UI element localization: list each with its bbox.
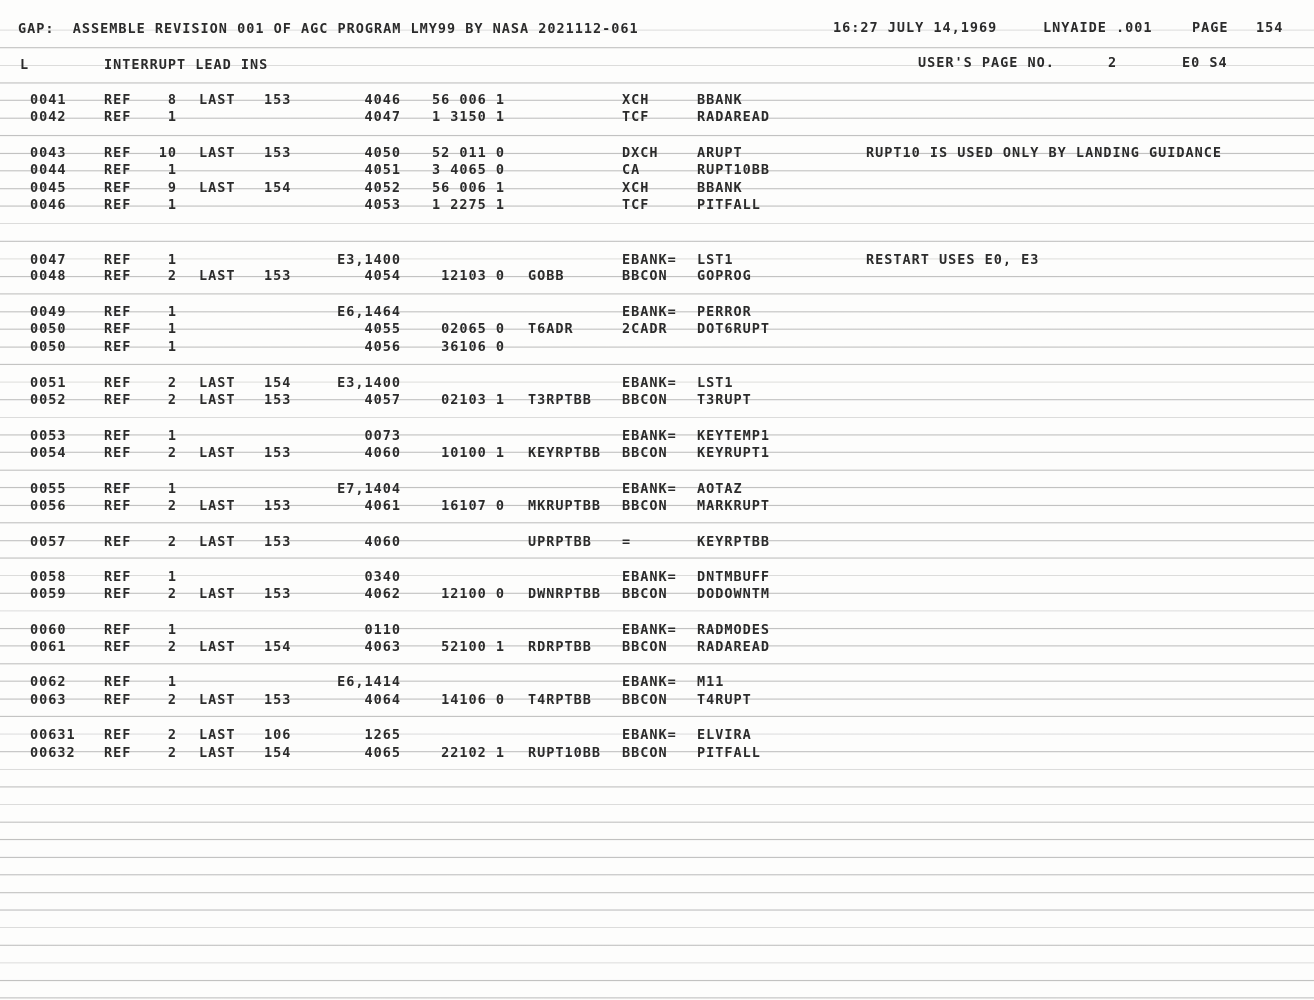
last-keyword: LAST: [199, 180, 236, 196]
ebank-value: 1265: [364, 727, 401, 743]
line-number: 0056: [30, 498, 67, 514]
last-page: 153: [264, 268, 292, 284]
line-number: 0050: [30, 321, 67, 337]
ebank-sbank-code: E0 S4: [1182, 55, 1228, 71]
octal-word: 12103 0: [441, 268, 505, 284]
octal-word: 22102 1: [441, 745, 505, 761]
ref-count: 2: [167, 586, 177, 602]
operand: LST1: [697, 252, 734, 268]
line-number: 0060: [30, 622, 67, 638]
line-number: 0047: [30, 252, 67, 268]
line-number: 0041: [30, 92, 67, 108]
opcode: EBANK=: [622, 727, 677, 743]
last-page: 153: [264, 498, 292, 514]
listing-type-code: L: [20, 57, 30, 73]
operand: BBANK: [697, 180, 743, 196]
address: 4056: [364, 339, 401, 355]
ref-keyword: REF: [104, 569, 132, 585]
symbol-label: GOBB: [528, 268, 565, 284]
ref-count: 2: [167, 727, 177, 743]
ref-count: 1: [167, 428, 177, 444]
octal-word: 1 3150 1: [431, 109, 505, 125]
header-date: 16:27 JULY 14,1969: [833, 20, 998, 36]
ref-count: 2: [167, 375, 177, 391]
operand: PERROR: [697, 304, 752, 320]
ref-keyword: REF: [104, 392, 132, 408]
line-number: 00631: [30, 727, 76, 743]
line-number: 0052: [30, 392, 67, 408]
line-number: 0062: [30, 674, 67, 690]
last-page: 154: [264, 375, 292, 391]
operand: GOPROG: [697, 268, 752, 284]
opcode: XCH: [622, 92, 650, 108]
ref-keyword: REF: [104, 727, 132, 743]
octal-word: 36106 0: [441, 339, 505, 355]
last-page: 153: [264, 534, 292, 550]
last-keyword: LAST: [199, 498, 236, 514]
line-number: 0058: [30, 569, 67, 585]
ref-keyword: REF: [104, 481, 132, 497]
operand: RUPT10BB: [697, 162, 771, 178]
octal-word: 52100 1: [441, 639, 505, 655]
ref-keyword: REF: [104, 445, 132, 461]
ref-keyword: REF: [104, 692, 132, 708]
last-keyword: LAST: [199, 392, 236, 408]
opcode: EBANK=: [622, 375, 677, 391]
ref-count: 1: [167, 304, 177, 320]
address: 4055: [364, 321, 401, 337]
line-number: 0059: [30, 586, 67, 602]
operand: PITFALL: [697, 197, 761, 213]
line-number: 0061: [30, 639, 67, 655]
last-keyword: LAST: [199, 639, 236, 655]
octal-word: 3 4065 0: [431, 162, 505, 178]
opcode: CA: [622, 162, 641, 178]
ref-keyword: REF: [104, 674, 132, 690]
ebank-value: E3,1400: [337, 252, 401, 268]
operand: KEYRUPT1: [697, 445, 771, 461]
ref-count: 1: [167, 569, 177, 585]
address: 4054: [364, 268, 401, 284]
opcode: EBANK=: [622, 252, 677, 268]
operand: KEYRPTBB: [697, 534, 771, 550]
address: 4047: [364, 109, 401, 125]
operand: LST1: [697, 375, 734, 391]
ref-count: 1: [167, 622, 177, 638]
ref-count: 8: [167, 92, 177, 108]
operand: BBANK: [697, 92, 743, 108]
ref-keyword: REF: [104, 252, 132, 268]
ref-count: 1: [167, 197, 177, 213]
ebank-value: 0110: [364, 622, 401, 638]
octal-word: 52 011 0: [431, 145, 505, 161]
symbol-label: T4RPTBB: [528, 692, 592, 708]
ref-count: 2: [167, 392, 177, 408]
opcode: EBANK=: [622, 304, 677, 320]
ref-keyword: REF: [104, 268, 132, 284]
opcode: TCF: [622, 197, 650, 213]
header-title: GAP: ASSEMBLE REVISION 001 OF AGC PROGRAM LMY99 BY NASA 2021112-061: [18, 21, 639, 37]
ref-count: 1: [167, 339, 177, 355]
octal-word: 14106 0: [441, 692, 505, 708]
operand: ELVIRA: [697, 727, 752, 743]
header-id: LNYAIDE .001: [1043, 20, 1153, 36]
last-page: 153: [264, 92, 292, 108]
last-page: 153: [264, 392, 292, 408]
octal-word: 10100 1: [441, 445, 505, 461]
ref-count: 1: [167, 252, 177, 268]
ref-keyword: REF: [104, 92, 132, 108]
octal-word: 12100 0: [441, 586, 505, 602]
line-number: 0045: [30, 180, 67, 196]
ref-count: 2: [167, 534, 177, 550]
opcode: DXCH: [622, 145, 659, 161]
opcode: BBCON: [622, 692, 668, 708]
operand: PITFALL: [697, 745, 761, 761]
ref-count: 1: [167, 674, 177, 690]
ref-keyword: REF: [104, 321, 132, 337]
address: 4062: [364, 586, 401, 602]
ref-count: 1: [167, 481, 177, 497]
operand: DOT6RUPT: [697, 321, 771, 337]
line-number: 0048: [30, 268, 67, 284]
address: 4060: [364, 445, 401, 461]
address: 4053: [364, 197, 401, 213]
opcode: BBCON: [622, 392, 668, 408]
line-number: 0046: [30, 197, 67, 213]
last-keyword: LAST: [199, 375, 236, 391]
opcode: 2CADR: [622, 321, 668, 337]
line-number: 0053: [30, 428, 67, 444]
ref-count: 2: [167, 445, 177, 461]
ref-keyword: REF: [104, 586, 132, 602]
line-number: 0050: [30, 339, 67, 355]
last-keyword: LAST: [199, 692, 236, 708]
last-page: 153: [264, 586, 292, 602]
last-page: 154: [264, 639, 292, 655]
ref-count: 2: [167, 498, 177, 514]
ref-keyword: REF: [104, 339, 132, 355]
symbol-label: T3RPTBB: [528, 392, 592, 408]
operand: T3RUPT: [697, 392, 752, 408]
ref-keyword: REF: [104, 375, 132, 391]
opcode: EBANK=: [622, 674, 677, 690]
opcode: =: [622, 534, 632, 550]
last-keyword: LAST: [199, 727, 236, 743]
ebank-value: E3,1400: [337, 375, 401, 391]
last-page: 153: [264, 445, 292, 461]
last-keyword: LAST: [199, 445, 236, 461]
operand: RADMODES: [697, 622, 771, 638]
opcode: TCF: [622, 109, 650, 125]
ref-count: 1: [167, 321, 177, 337]
ref-keyword: REF: [104, 180, 132, 196]
line-number: 0055: [30, 481, 67, 497]
symbol-label: RUPT10BB: [528, 745, 602, 761]
operand: ARUPT: [697, 145, 743, 161]
octal-word: 16107 0: [441, 498, 505, 514]
ref-keyword: REF: [104, 745, 132, 761]
octal-word: 56 006 1: [431, 180, 505, 196]
opcode: EBANK=: [622, 569, 677, 585]
ref-count: 10: [158, 145, 177, 161]
comment: RUPT10 IS USED ONLY BY LANDING GUIDANCE: [866, 145, 1222, 161]
ebank-value: 0340: [364, 569, 401, 585]
opcode: EBANK=: [622, 428, 677, 444]
opcode: BBCON: [622, 498, 668, 514]
address: 4061: [364, 498, 401, 514]
last-keyword: LAST: [199, 92, 236, 108]
octal-word: 02065 0: [441, 321, 505, 337]
line-number: 0043: [30, 145, 67, 161]
ref-count: 1: [167, 162, 177, 178]
opcode: XCH: [622, 180, 650, 196]
line-number: 0057: [30, 534, 67, 550]
address: 4064: [364, 692, 401, 708]
opcode: EBANK=: [622, 481, 677, 497]
opcode: BBCON: [622, 268, 668, 284]
operand: T4RUPT: [697, 692, 752, 708]
opcode: BBCON: [622, 745, 668, 761]
ref-keyword: REF: [104, 304, 132, 320]
address: 4051: [364, 162, 401, 178]
ref-count: 2: [167, 268, 177, 284]
last-page: 153: [264, 145, 292, 161]
ebank-value: E6,1464: [337, 304, 401, 320]
line-number: 0044: [30, 162, 67, 178]
line-number: 0063: [30, 692, 67, 708]
operand: DODOWNTM: [697, 586, 771, 602]
ref-keyword: REF: [104, 145, 132, 161]
ref-keyword: REF: [104, 534, 132, 550]
ref-keyword: REF: [104, 639, 132, 655]
ebank-value: E7,1404: [337, 481, 401, 497]
opcode: BBCON: [622, 586, 668, 602]
operand: DNTMBUFF: [697, 569, 771, 585]
last-keyword: LAST: [199, 534, 236, 550]
operand: KEYTEMP1: [697, 428, 771, 444]
address: 4057: [364, 392, 401, 408]
last-keyword: LAST: [199, 745, 236, 761]
line-number: 0054: [30, 445, 67, 461]
symbol-label: T6ADR: [528, 321, 574, 337]
ref-count: 1: [167, 109, 177, 125]
address: 4050: [364, 145, 401, 161]
address: 4060: [364, 534, 401, 550]
line-number: 00632: [30, 745, 76, 761]
symbol-label: UPRPTBB: [528, 534, 592, 550]
section-title: INTERRUPT LEAD INS: [104, 57, 269, 73]
address: 4065: [364, 745, 401, 761]
header-page-label: PAGE: [1192, 20, 1229, 36]
operand: RADAREAD: [697, 639, 771, 655]
operand: M11: [697, 674, 725, 690]
address: 4063: [364, 639, 401, 655]
ref-count: 9: [167, 180, 177, 196]
opcode: EBANK=: [622, 622, 677, 638]
opcode: BBCON: [622, 445, 668, 461]
symbol-label: KEYRPTBB: [528, 445, 602, 461]
ref-keyword: REF: [104, 109, 132, 125]
ref-keyword: REF: [104, 162, 132, 178]
line-number: 0051: [30, 375, 67, 391]
ref-keyword: REF: [104, 498, 132, 514]
last-keyword: LAST: [199, 586, 236, 602]
operand: MARKRUPT: [697, 498, 771, 514]
symbol-label: DWNRPTBB: [528, 586, 602, 602]
ref-count: 2: [167, 745, 177, 761]
octal-word: 56 006 1: [431, 92, 505, 108]
user-page-number: 2: [1108, 55, 1118, 71]
ref-count: 2: [167, 692, 177, 708]
ref-keyword: REF: [104, 622, 132, 638]
ref-keyword: REF: [104, 428, 132, 444]
operand: AOTAZ: [697, 481, 743, 497]
opcode: BBCON: [622, 639, 668, 655]
symbol-label: MKRUPTBB: [528, 498, 602, 514]
last-page: 154: [264, 180, 292, 196]
ebank-value: E6,1414: [337, 674, 401, 690]
symbol-label: RDRPTBB: [528, 639, 592, 655]
user-page-label: USER'S PAGE NO.: [918, 55, 1055, 71]
line-number: 0042: [30, 109, 67, 125]
octal-word: 1 2275 1: [431, 197, 505, 213]
last-page: 154: [264, 745, 292, 761]
comment: RESTART USES E0, E3: [866, 252, 1040, 268]
last-keyword: LAST: [199, 145, 236, 161]
header-page-number: 154: [1256, 20, 1284, 36]
address: 4052: [364, 180, 401, 196]
octal-word: 02103 1: [441, 392, 505, 408]
last-page: 106: [264, 727, 292, 743]
operand: RADAREAD: [697, 109, 771, 125]
line-number: 0049: [30, 304, 67, 320]
ref-keyword: REF: [104, 197, 132, 213]
last-page: 153: [264, 692, 292, 708]
ref-count: 2: [167, 639, 177, 655]
address: 4046: [364, 92, 401, 108]
last-keyword: LAST: [199, 268, 236, 284]
ebank-value: 0073: [364, 428, 401, 444]
